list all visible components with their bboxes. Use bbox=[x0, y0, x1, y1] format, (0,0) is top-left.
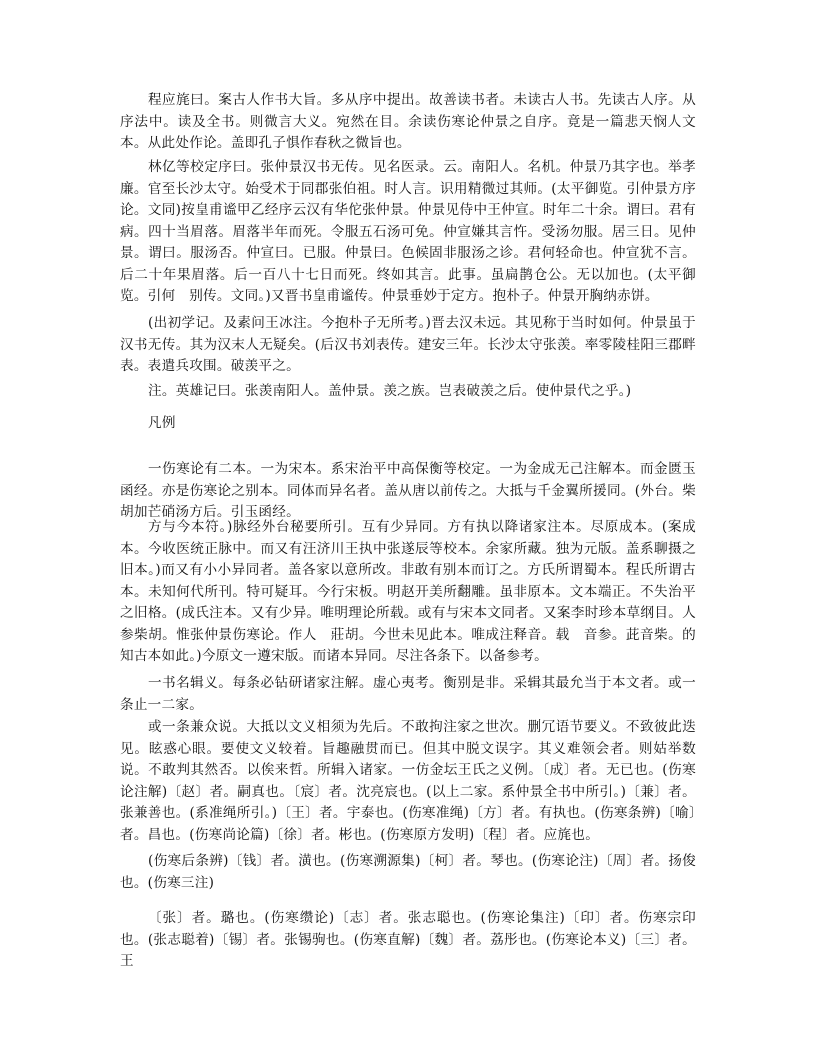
paragraph-commentators-continued: (伤寒后条辨)〔钱〕者。潢也。(伤寒溯源集)〔柯〕者。琴也。(伤寒论注)〔周〕者。扬俊也。(伤寒三注) bbox=[120, 853, 696, 891]
section-heading-fanli: 凡例 bbox=[148, 415, 176, 431]
paragraph-commentators-more: 〔张〕者。璐也。(伤寒缵论)〔志〕者。张志聪也。(伤寒论集注)〔印〕者。伤寒宗印也。(张志聪着)〔锡〕者。张锡驹也。(伤寒直解)〔魏〕者。荔彤也。(伤寒论本义)〔三〕者。王 bbox=[120, 910, 696, 969]
paragraph-lin-yi-preface: 林亿等校定序曰。张仲景汉书无传。见名医录。云。南阳人。名机。仲景乃其字也。举孝廉。官至长沙太守。始受术于同郡张伯祖。时人言。识用精微过其师。(太平御览。引仲景方序论。文同)按皇甫谧甲乙经序云汉有华佗张仲景。仲景见侍中王仲宣。时年二十余。谓曰。君有病。四十当眉落。眉落半年而死。令服五石汤可免。仲宣嫌其言忤。受汤勿服。居三日。见仲景。谓曰。服汤否。仲宣曰。已服。仲景曰。色候固非服汤之诊。君何轻命也。仲宣犹不言。后二十年果眉落。后一百八十七日而死。终如其言。此事。虽扁鹊仓公。无以加也。(太平御览。引何 别传。文同。)又晋书皇甫谧传。仲景垂妙于定方。抱朴子。仲景开胸纳赤饼。 bbox=[120, 159, 696, 304]
paragraph-yingxiong-ji-note: 注。英雄记曰。张羡南阳人。盖仲景。羡之族。岂表破羡之后。使仲景代之乎。) bbox=[148, 383, 632, 399]
paragraph-two-editions: 一伤寒论有二本。一为宋本。系宋治平中高保衡等校定。一为金成无己注解本。而金匮玉函经。亦是伤寒论之别本。同体而异名者。盖从唐以前传之。大抵与千金翼所援同。(外台。柴胡加芒硝汤方后。引玉函经。 bbox=[120, 461, 696, 520]
paragraph-edition-variants: 方与今本符。)脉经外台秘要所引。互有少异同。方有执以降诸家注本。尽原成本。(案成本。今收医统正脉中。而又有汪济川王执中张遂辰等校本。余家所藏。独为元版。盖系聊摄之旧本。)而又有小小异同者。盖各家以意所改。非敢有别本而订之。方氏所谓蜀本。程氏所谓古本。未知何代所刊。特可疑耳。今行宋板。明赵开美所翻雕。虽非原本。文本端正。不失治平之旧格。(成氏注本。又有少异。唯明理论所载。或有与宋本文同者。又案李时珍本草纲目。人参柴胡。惟张仲景伤寒论。作人 莊胡。今世未见此本。唯成注释音。载 音参。茈音柴。的知古本如此。)今原文一遵宋版。而诸本异同。尽注各条下。以备参考。 bbox=[120, 519, 696, 664]
paragraph-cheng-yingmao-preface: 程应旄曰。案古人作书大旨。多从序中提出。故善读书者。未读古人书。先读古人序。从序法中。读及全书。则微言大义。宛然在目。余读伤寒论仲景之自序。竟是一篇悲天悯人文本。从此处作论。盖即孔子惧作春秋之微旨也。 bbox=[120, 92, 696, 151]
paragraph-commentators-list: 或一条兼众说。大抵以文义相须为先后。不敢拘注家之世次。删冗语节要义。不致彼此迭见。眩惑心眼。要使文义较着。旨趣融贯而已。但其中脱文误字。其义难领会者。则姑举数说。不敢判其然否。以俟来哲。所辑入诸家。一仿金坛王氏之义例。〔成〕者。无已也。(伤寒论注解)〔赵〕者。嗣真也。〔宸〕者。沈亮宸也。(以上二家。系仲景全书中所引。)〔兼〕者。张兼善也。(系准绳所引。)〔王〕者。宇泰也。(伤寒准绳)〔方〕者。有执也。(伤寒条辨)〔喻〕者。昌也。(伤寒尚论篇)〔徐〕者。彬也。(伤寒原方发明)〔程〕者。应旄也。 bbox=[120, 719, 696, 843]
paragraph-book-title-jiyi: 一书名辑义。每条必钻研诸家注解。虚心夷考。衡别是非。采辑其最允当于本文者。或一条止一二家。 bbox=[120, 675, 696, 713]
paragraph-baopuzi-note: (出初学记。及素问王冰注。今抱朴子无所考。)晋去汉未远。其见称于当时如何。仲景虽于汉书无传。其为汉末人无疑矣。(后汉书刘表传。建安三年。长沙太守张羡。率零陵桂阳三郡畔表。表遣兵攻围。破羡平之。 bbox=[120, 315, 696, 374]
